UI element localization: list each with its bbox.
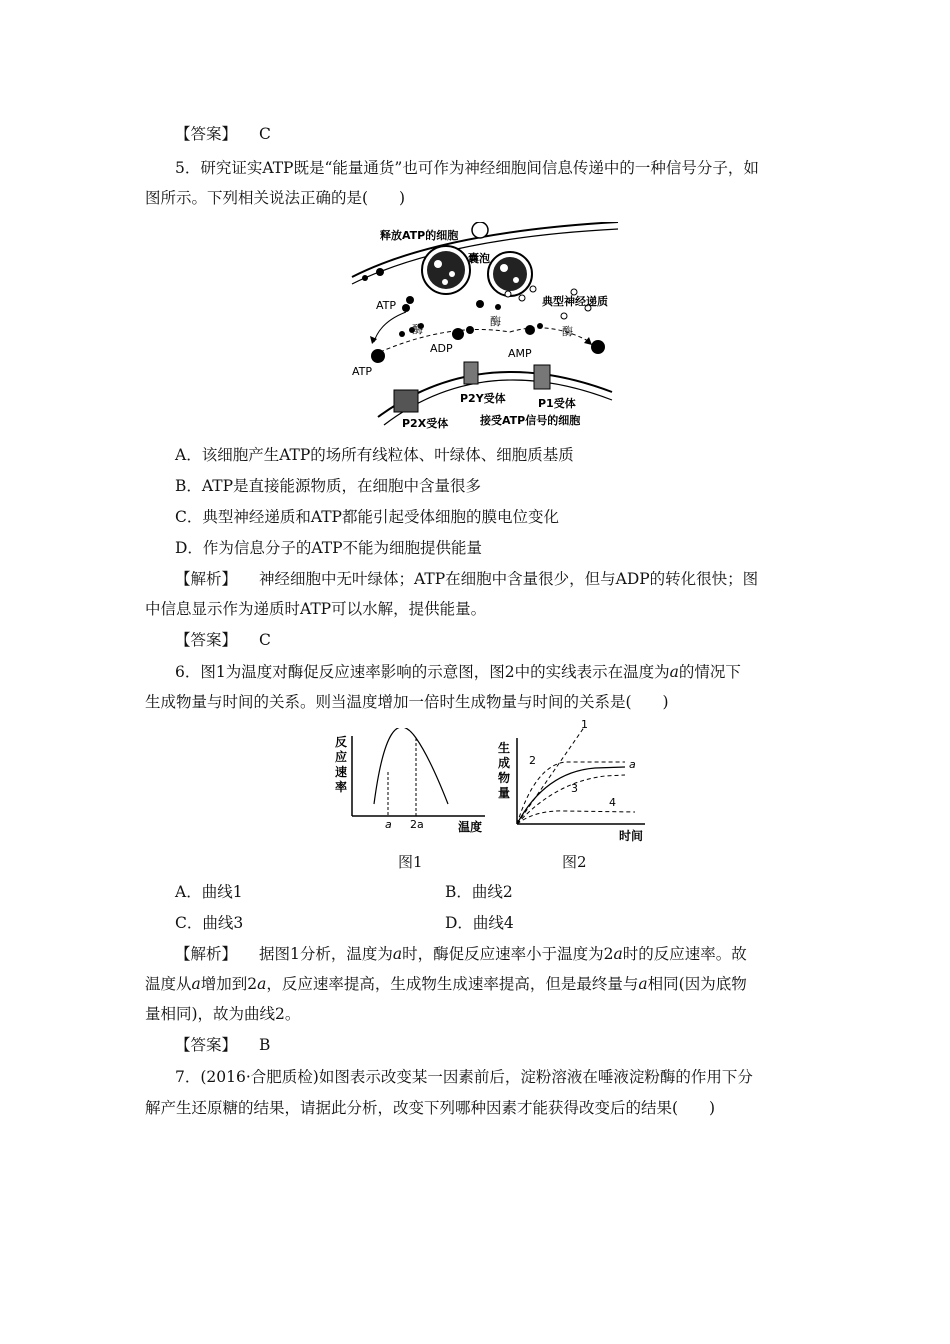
label-vesicle: 囊泡 <box>468 252 490 265</box>
svg-text:2a: 2a <box>410 818 424 831</box>
q6-analysis-line3: 量相同)，故为曲线2。 <box>145 1005 301 1023</box>
svg-text:率: 率 <box>335 780 348 794</box>
label-atp-bottom: ATP <box>352 365 373 378</box>
svg-text:反: 反 <box>335 735 348 749</box>
q5-option-a: A．该细胞产生ATP的场所有线粒体、叶绿体、细胞质基质 <box>175 446 574 464</box>
svg-text:应: 应 <box>335 750 348 764</box>
q6-answer <box>175 1033 270 1055</box>
q6-stem-line1: 6．图1为温度对酶促反应速率影响的示意图，图2中的实线表示在温度为a的情况下 <box>175 663 741 681</box>
q6-option-c: C．曲线3 <box>175 914 244 932</box>
q6-stem-line2: 生成物量与时间的关系。则当温度增加一倍时生成物量与时间的关系是( ) <box>145 693 669 711</box>
label-neurotransmitter: 典型神经递质 <box>542 295 608 308</box>
q5-stem-line2: 图所示。下列相关说法正确的是( ) <box>145 189 406 207</box>
q6-analysis-line1: 【解析】 据图1分析，温度为a时，酶促反应速率小于温度为2a时的反应速率。故 <box>175 945 747 963</box>
label-enzyme-3: 酶 <box>562 325 573 338</box>
q5-analysis-line1: 【解析】 神经细胞中无叶绿体；ATP在细胞中含量很少，但与ADP的转化很快；图 <box>175 570 759 588</box>
svg-text:a: a <box>385 818 392 831</box>
label-p1: P1受体 <box>538 397 576 410</box>
fig1-caption: 图1 <box>398 853 423 871</box>
label-release-cell: 释放ATP的细胞 <box>380 229 459 242</box>
q6-option-b: B．曲线2 <box>445 883 513 901</box>
q6-option-a: A．曲线1 <box>175 883 243 901</box>
p2y-receptor <box>464 362 478 384</box>
q5-option-b: B．ATP是直接能源物质，在细胞中含量很多 <box>175 477 482 495</box>
label-atp-top: ATP <box>376 299 397 312</box>
svg-text:成: 成 <box>498 756 511 770</box>
answer-label: 【答案】 <box>175 631 238 649</box>
svg-text:a: a <box>629 758 636 771</box>
label-enzyme-2: 酶 <box>490 315 501 328</box>
fig2-curve-4 <box>517 811 635 824</box>
label-p2y: P2Y受体 <box>460 392 506 405</box>
svg-text:生: 生 <box>498 741 511 755</box>
answer-value: B <box>259 1036 271 1054</box>
svg-text:时间: 时间 <box>619 829 644 843</box>
answer-value: C <box>259 631 271 649</box>
svg-text:速: 速 <box>335 765 348 779</box>
svg-text:量: 量 <box>498 786 511 800</box>
svg-text:1: 1 <box>581 718 588 731</box>
q7-stem-line1: 7．(2016·合肥质检)如图表示改变某一因素前后，淀粉溶液在唾液淀粉酶的作用下分 <box>175 1068 753 1086</box>
label-amp: AMP <box>508 347 532 360</box>
q6-figure1 <box>330 728 490 843</box>
p1-receptor <box>534 365 550 389</box>
label-enzyme-1: 酶 <box>412 323 423 336</box>
q6-analysis-line2: 温度从a增加到2a，反应速率提高，生成物生成速率提高，但是最终量与a相同(因为底物 <box>145 975 747 993</box>
label-adp: ADP <box>430 342 453 355</box>
svg-text:2: 2 <box>529 754 536 767</box>
label-p2x: P2X受体 <box>402 417 449 430</box>
fig1-curve <box>374 728 448 804</box>
svg-text:温度: 温度 <box>458 820 483 834</box>
fig2-curve-1 <box>517 726 585 824</box>
q5-answer <box>175 628 271 650</box>
label-receive-cell: 接受ATP信号的细胞 <box>480 414 581 427</box>
fig2-caption: 图2 <box>562 853 587 871</box>
answer-value: C <box>259 125 271 143</box>
q5-stem-line1: 5．研究证实ATP既是“能量通货”也可作为神经细胞间信息传递中的一种信号分子，如 <box>175 159 759 177</box>
analysis-label: 【解析】 <box>175 570 238 588</box>
q5-option-d: D．作为信息分子的ATP不能为细胞提供能量 <box>175 539 483 557</box>
q4-answer <box>175 122 271 144</box>
q5-option-c: C．典型神经递质和ATP都能引起受体细胞的膜电位变化 <box>175 508 559 526</box>
q6-figure2 <box>495 716 655 846</box>
q6-option-d: D．曲线4 <box>445 914 514 932</box>
svg-text:物: 物 <box>498 771 511 785</box>
svg-text:3: 3 <box>571 782 578 795</box>
q5-atp-signal-figure <box>350 222 620 432</box>
svg-text:4: 4 <box>609 796 616 809</box>
analysis-label: 【解析】 <box>175 945 238 963</box>
p2x-receptor <box>394 390 418 412</box>
answer-label: 【答案】 <box>175 125 238 143</box>
q7-stem-line2: 解产生还原糖的结果，请据此分析，改变下列哪种因素才能获得改变后的结果( ) <box>145 1099 716 1117</box>
answer-label: 【答案】 <box>175 1036 238 1054</box>
q5-analysis-line2: 中信息显示作为递质时ATP可以水解，提供能量。 <box>145 600 487 618</box>
